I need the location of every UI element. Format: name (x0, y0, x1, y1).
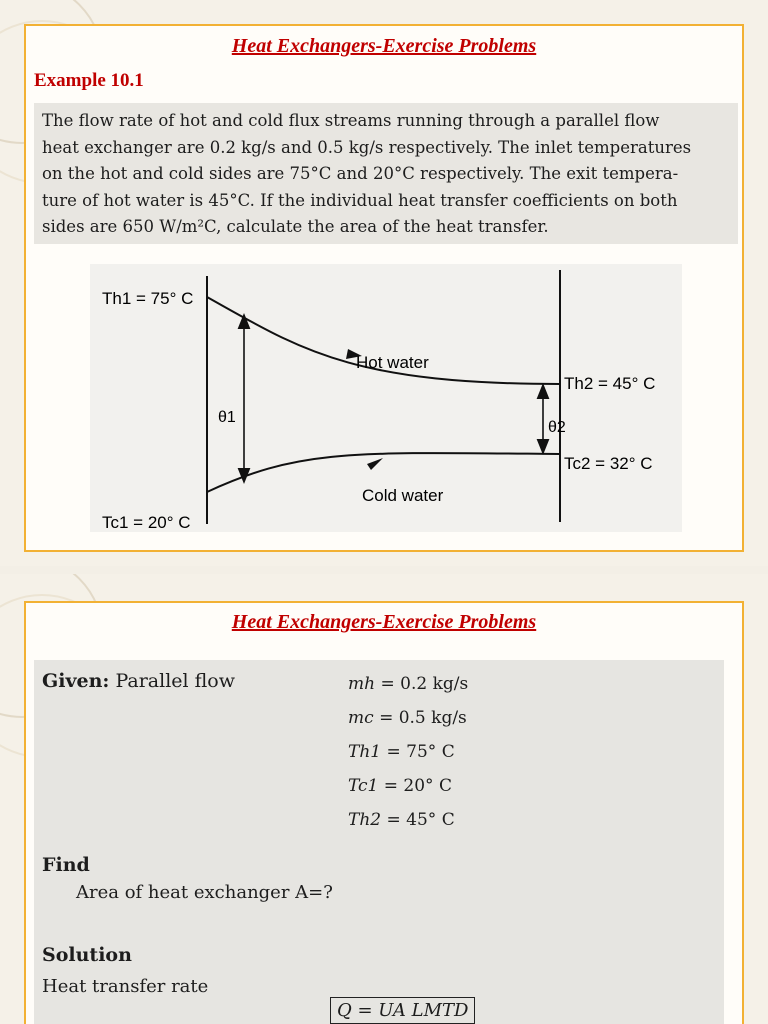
given-symbol: Tc1 (348, 776, 379, 796)
lmtd-formula: Q = UA LMTD (330, 997, 475, 1024)
tc2-label: Tc2 = 32° C (564, 454, 653, 473)
given-value-text: = 0.5 kg/s (379, 708, 467, 728)
given-value-text: = 75° C (386, 742, 455, 762)
given-symbol: mc (348, 708, 374, 728)
problem-line: sides are 650 W/m²C, calculate the area of the heat transfer. (42, 217, 549, 236)
slide-title: Heat Exchangers-Exercise Problems (231, 611, 537, 633)
th1-label: Th1 = 75° C (102, 289, 194, 308)
example-label: Example 10.1 (34, 70, 144, 91)
problem-line: heat exchanger are 0.2 kg/s and 0.5 kg/s respectively. The inlet temperatures (42, 137, 692, 157)
given-line (42, 670, 235, 692)
solution-photo (34, 660, 724, 1024)
given-value-text: = 20° C (383, 776, 452, 796)
given-symbol: Th2 (348, 810, 382, 830)
cold-water-label: Cold water (362, 486, 444, 505)
cold-flow-arrow (367, 458, 383, 470)
find-text: Area of heat exchanger A=? (76, 882, 333, 903)
slide-frame (24, 24, 744, 552)
problem-line: on the hot and cold sides are 75°C and 20°C respectively. The exit tempera- (42, 164, 679, 183)
problem-line: The flow rate of hot and cold flux streams running through a parallel flow (42, 111, 660, 130)
theta1-label: θ1 (218, 409, 236, 426)
given-label: Given: (42, 670, 110, 692)
theta2-label: θ2 (548, 419, 566, 436)
given-value: Parallel flow (115, 670, 236, 692)
solution-label: Solution (42, 944, 132, 966)
given-row (348, 708, 467, 728)
problem-statement (34, 103, 738, 244)
given-row (348, 674, 468, 694)
given-value-text: = 45° C (386, 810, 455, 830)
given-symbol: Th1 (348, 742, 382, 762)
given-row (348, 776, 452, 796)
th2-label: Th2 = 45° C (564, 374, 656, 393)
given-symbol: mh (348, 674, 376, 694)
temperature-profile-svg (90, 264, 682, 532)
slide-2 (0, 574, 768, 1024)
heat-exchanger-diagram (90, 264, 682, 532)
given-row (348, 742, 455, 762)
hot-water-label: Hot water (356, 353, 429, 372)
given-row (348, 810, 455, 830)
given-value-text: = 0.2 kg/s (380, 674, 469, 694)
problem-line: ture of hot water is 45°C. If the individual heat transfer coefficients on both (42, 190, 678, 210)
slide-frame (24, 601, 744, 1024)
slide-title: Heat Exchangers-Exercise Problems (231, 35, 537, 57)
tc1-label: Tc1 = 20° C (102, 513, 191, 532)
find-label: Find (42, 854, 90, 876)
solution-text: Heat transfer rate (42, 976, 209, 997)
